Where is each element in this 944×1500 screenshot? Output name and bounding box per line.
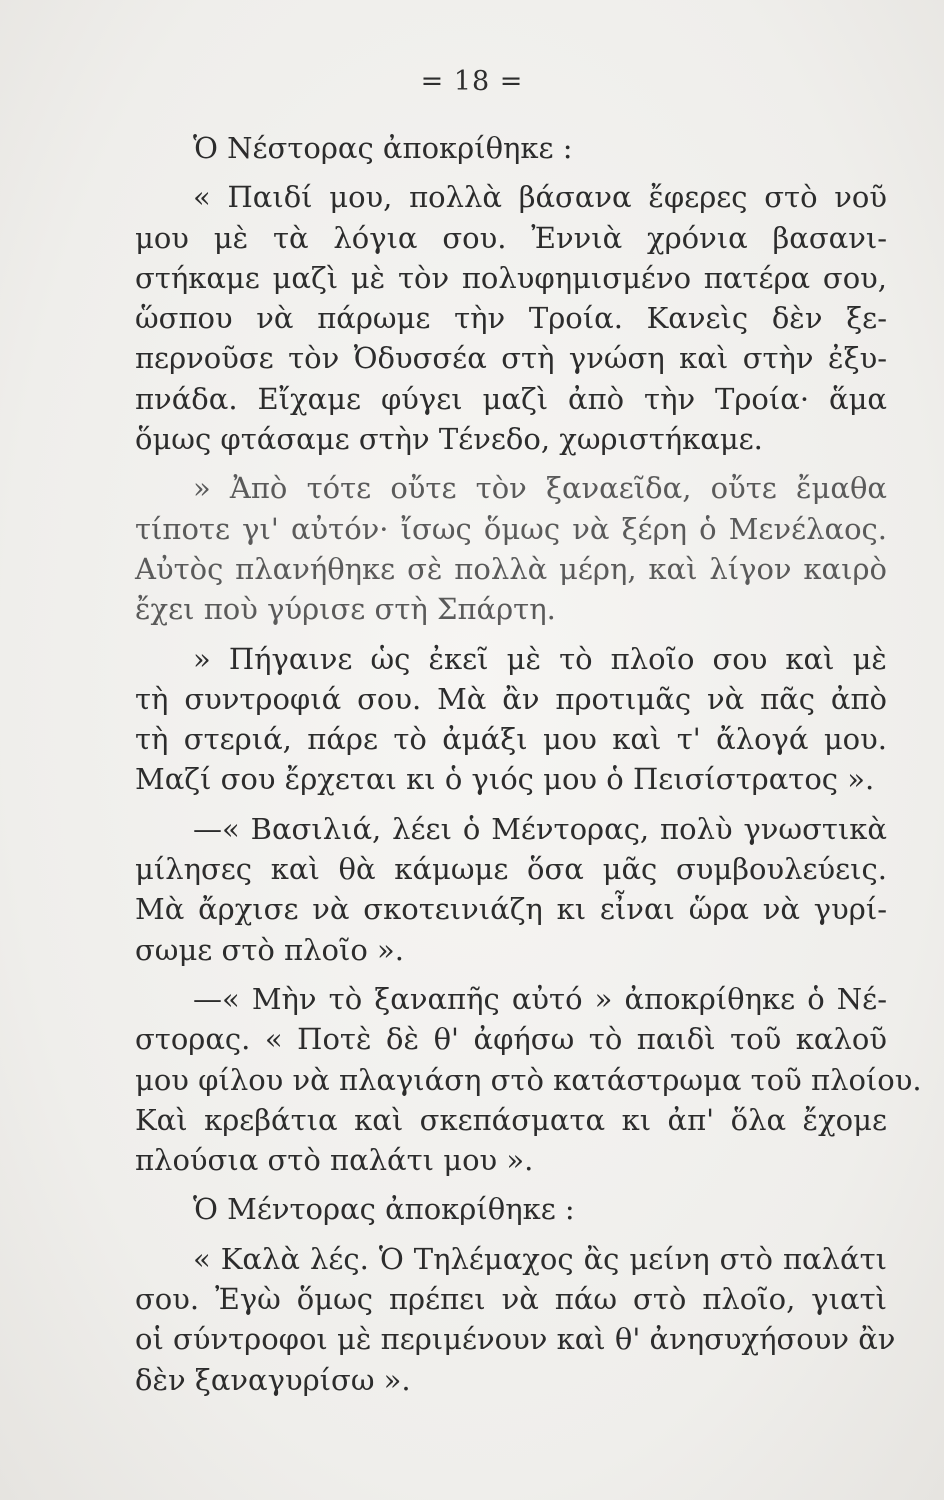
text-line: μου μὲ τὰ λόγια σου. Ἐννιὰ χρόνια βασανι- [135,220,887,255]
paragraph [135,979,922,1180]
text-line: ὅμως φτάσαμε στὴν Τένεδο, χωριστήκαμε. [135,422,763,457]
text-line: ὥσπου νὰ πάρωμε τὴν Τροία. Κανεὶς δὲν ξε- [135,301,887,336]
text-line: Μὰ ἄρχισε νὰ σκοτεινιάζη κι εἶναι ὥρα νὰ γυρί- [135,892,887,927]
text-line: στορας. « Ποτὲ δὲ θ' ἀφήσω τὸ παιδὶ τοῦ καλοῦ [135,1022,887,1057]
paragraph [135,128,887,168]
page-number: = 18 = [420,66,524,97]
text-line: Μαζί σου ἔρχεται κι ὁ γιός μου ὁ Πεισίστρατος ». [135,762,875,797]
text-line: « Παιδί μου, πολλὰ βάσανα ἔφερες στὸ νοῦ [193,180,887,215]
text-line: ἔχει ποὺ γύρισε στὴ Σπάρτη. [135,592,556,627]
text-line: Ὁ Νέστορας ἀποκρίθηκε : [193,131,573,165]
paragraph [135,639,887,800]
text-line: Καὶ κρεβάτια καὶ σκεπάσματα κι ἀπ' ὅλα ἔχομε [135,1102,887,1137]
text-line: μου φίλου νὰ πλαγιάση στὸ κατάστρωμα τοῦ πλοίου. [135,1062,922,1097]
text-line: τὴ συντροφιά σου. Μὰ ἂν προτιμᾶς νὰ πᾶς ἀπὸ [135,681,887,716]
text-line: —« Βασιλιά, λέει ὁ Μέντορας, πολὺ γνωστικὰ [193,811,887,846]
text-line: « Καλὰ λές. Ὁ Τηλέμαχος ἂς μείνη στὸ παλάτι [193,1241,887,1276]
text-line: » Πήγαινε ὡς ἐκεῖ μὲ τὸ πλοῖο σου καὶ μὲ [193,641,887,676]
paragraph [135,1239,896,1400]
paragraph [135,1189,887,1229]
page-text [135,128,922,1400]
text-line: τίποτε γι' αὐτόν· ἴσως ὅμως νὰ ξέρη ὁ Μενέλαος. [135,511,887,546]
text-line: στήκαμε μαζὶ μὲ τὸν πολυφημισμένο πατέρα σου, [135,260,887,295]
text-line: τὴ στεριά, πάρε τὸ ἀμάξι μου καὶ τ' ἄλογά μου. [135,722,887,757]
text-line: Ὁ Μέντορας ἀποκρίθηκε : [193,1192,575,1227]
text-line: —« Μὴν τὸ ξαναπῆς αὐτό » ἀποκρίθηκε ὁ Νέ- [193,981,887,1016]
text-line: πνάδα. Εἴχαμε φύγει μαζὶ ἀπὸ τὴν Τροία· ἅμα [135,381,887,416]
paragraph [135,809,887,970]
text-line: » Ἀπὸ τότε οὔτε τὸν ξαναεῖδα, οὔτε ἔμαθα [193,471,887,506]
text-line: περνοῦσε τὸν Ὀδυσσέα στὴ γνώση καὶ στὴν ἐξυ- [135,341,887,376]
paragraph [135,177,887,459]
text-line: μίλησες καὶ θὰ κάμωμε ὅσα μᾶς συμβουλεύεις. [135,852,887,887]
text-line: πλούσια στὸ παλάτι μου ». [135,1143,534,1178]
text-line: οἱ σύντροφοι μὲ περιμένουν καὶ θ' ἀνησυχήσουν ἂν [135,1322,896,1357]
text-line: Αὐτὸς πλανήθηκε σὲ πολλὰ μέρη, καὶ λίγον καιρὸ [135,551,887,586]
text-line: δὲν ξαναγυρίσω ». [135,1362,411,1397]
text-line: σωμε στὸ πλοῖο ». [135,932,404,967]
paragraph [135,468,887,629]
text-line: σου. Ἐγὼ ὅμως πρέπει νὰ πάω στὸ πλοῖο, γιατὶ [135,1282,887,1317]
